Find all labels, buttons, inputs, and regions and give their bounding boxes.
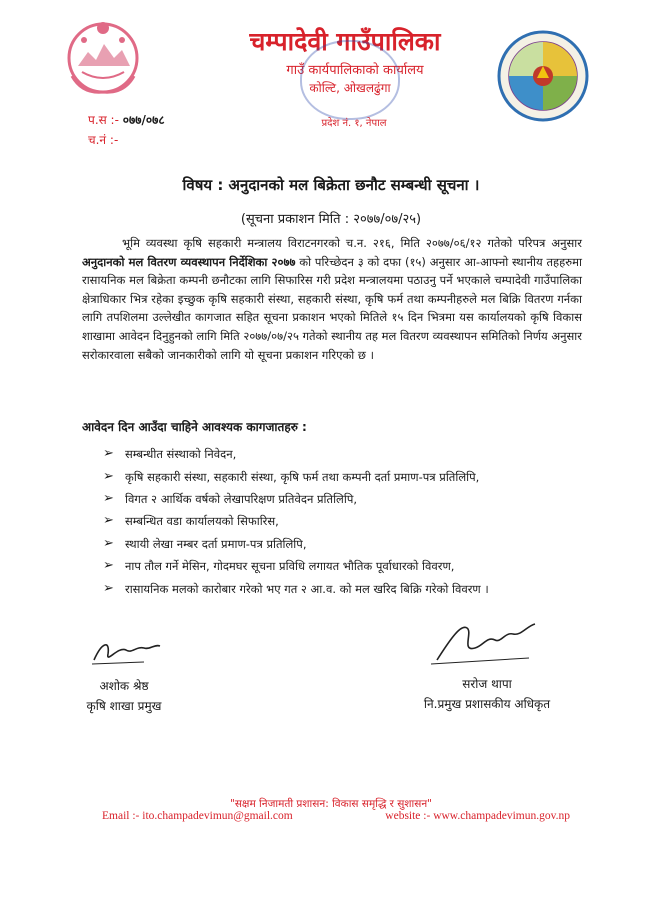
list-item: ➢ सम्बन्धित वडा कार्यालयको सिफारिस, [103,510,593,532]
list-item: ➢ विगत २ आर्थिक वर्षको लेखापरिक्षण प्रतिवेदन प्रतिलिपि, [103,488,593,510]
required-documents-list [103,443,593,600]
reference-block [88,110,165,150]
left-signatory-title: कृषि शाखा प्रमुख [86,699,162,713]
body-text-part2: को परिच्छेदन ३ को दफा (१५) अनुसार आ-आफ्नो स्थानीय तहहरुमा रासायनिक मल बिक्रेता कम्पनी छनौटका लागि सिफारिस गरी प्रदेश मन्त्रालयमा पठाउनु पर्ने भएकाले चम्पादेवी गाउँपालिका क्षेत्राधिकार भित्र रहेका इच्छुक कृषि सहकारी संस्था, सहकारी संस्था, कृषि फर्म तथा कम्पनीहरुले मल बिक्रि वितरण गर्नका लागि तपशिलमा उल्लेखीत कागजात सहित सूचना प्रकाशन भएको मितिले १५ दिन भित्रमा यस कार्यालयको कृषि विकास शाखामा आवेदन दिनुहुनको लागि मिति २०७७/०७/२५ गतेको स्थानीय तह मल वितरण व्यवस्थापन समितिको निर्णय अनुसार सरोकारवाला सबैको जानकारीको लागि यो सूचना प्रकाशन गरिएको छ । [82,254,582,362]
footer-website: website :- www.champadevimun.gov.np [385,810,570,822]
arrow-bullet-icon: ➢ [103,490,114,506]
dispatch-label: च.नं :- [88,133,119,147]
footer-motto: "सक्षम निजामती प्रशासन: विकास समृद्धि र सुशासन" [229,798,433,810]
signature-block-right [392,618,582,714]
reference-number-line [88,110,165,130]
publication-date: (सूचना प्रकाशन मिति : २०७७/०७/२५) [240,212,422,227]
arrow-bullet-icon: ➢ [103,535,114,551]
notice-subject: विषय : अनुदानको मल बिक्रेता छनौट सम्बन्धी सूचना । [182,176,480,194]
notice-body [82,234,582,364]
guideline-name: अनुदानको मल वितरण व्यवस्थापन निर्देशिका २०७७ [82,254,296,269]
dispatch-number-line [88,130,165,150]
list-item: ➢ कृषि सहकारी संस्था, सहकारी संस्था, कृषि फर्म तथा कम्पनी दर्ता प्रमाण-पत्र प्रतिलिपि, [103,465,593,487]
list-item: ➢ सम्बन्धीत संस्थाको निवेदन, [103,443,593,465]
email-link[interactable]: ito.champadevimun@gmail.com [142,810,293,822]
right-signatory-title: नि.प्रमुख प्रशासकीय अधिकृत [423,697,551,711]
arrow-bullet-icon: ➢ [103,468,114,484]
arrow-bullet-icon: ➢ [103,580,114,596]
office-name: गाउँ कार्यपालिकाको कार्यालय [286,63,424,78]
office-address: कोल्टि, ओखलढुंगा [309,81,391,95]
province-line: प्रदेश नं. १, नेपाल [321,118,387,129]
left-signatory-name: अशोक श्रेष्ठ [99,679,149,693]
list-item: ➢ रासायनिक मलको कारोबार गरेको भए गत २ आ.व. को मल खरिद बिक्रि गरेको विवरण । [103,577,593,599]
handwritten-signature [74,632,174,672]
body-text-part1: भूमि व्यवस्था कृषि सहकारी मन्त्रालय विराटनगरको च.न. २१६, मिति २०७७/०६/१२ गतेको परिपत्र अनुसार [122,236,582,250]
nepal-emblem-icon [62,14,144,96]
arrow-bullet-icon: ➢ [103,513,114,529]
list-item: ➢ स्थायी लेखा नम्बर दर्ता प्रमाण-पत्र प्रतिलिपि, [103,533,593,555]
municipality-name: चम्पादेवी गाउँपालिका [249,27,441,56]
body-paragraph [82,234,582,364]
signature-block-left [64,632,184,716]
right-signatory-name: सरोज थापा [462,677,512,691]
arrow-bullet-icon: ➢ [103,446,114,462]
footer-email: Email :- ito.champadevimun@gmail.com [102,810,293,822]
office-stamp [300,40,400,120]
list-item: ➢ नाप तौल गर्ने मेसिन, गोदमघर सूचना प्रविधि लगायत भौतिक पूर्वाधारको विवरण, [103,555,593,577]
handwritten-signature [417,618,557,670]
reference-label: प.स :- [88,113,119,127]
municipality-logo-icon [495,28,591,124]
documents-heading: आवेदन दिन आउँदा चाहिने आवश्यक कागजातहरु : [82,420,307,434]
website-link[interactable]: www.champadevimun.gov.np [433,810,570,822]
reference-value: ०७७/०७८ [122,113,165,127]
arrow-bullet-icon: ➢ [103,558,114,574]
